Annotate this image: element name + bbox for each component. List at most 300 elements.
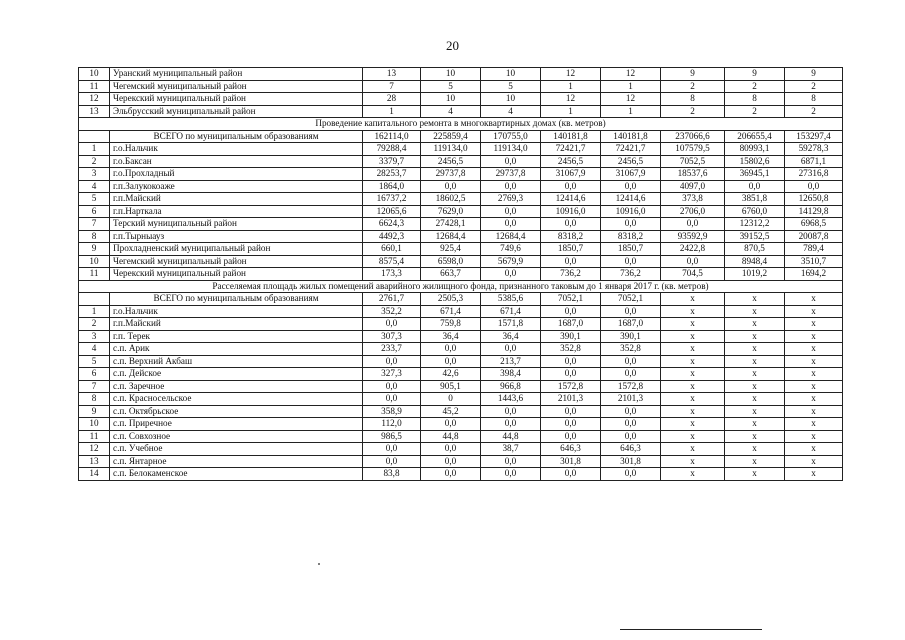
- value-cell: 7: [363, 80, 421, 93]
- value-cell: 79288,4: [363, 143, 421, 156]
- value-cell: х: [661, 330, 725, 343]
- value-cell: 1850,7: [541, 243, 601, 256]
- table-row: [79, 393, 843, 406]
- value-cell: 45,2: [421, 405, 481, 418]
- value-cell: 8: [785, 93, 843, 106]
- value-cell: 2706,0: [661, 205, 725, 218]
- municipality-name: Прохладненский муниципальный район: [110, 243, 363, 256]
- value-cell: 0,0: [481, 418, 541, 431]
- row-number: 8: [79, 230, 110, 243]
- municipality-name: с.п. Совхозное: [110, 430, 363, 443]
- value-cell: х: [725, 368, 785, 381]
- value-cell: 0: [421, 393, 481, 406]
- value-cell: 301,8: [601, 455, 661, 468]
- value-cell: 0,0: [661, 218, 725, 231]
- value-cell: 986,5: [363, 430, 421, 443]
- value-cell: 12684,4: [481, 230, 541, 243]
- value-cell: 925,4: [421, 243, 481, 256]
- value-cell: 2: [785, 105, 843, 118]
- value-cell: 0,0: [601, 430, 661, 443]
- value-cell: 119134,0: [421, 143, 481, 156]
- value-cell: 28: [363, 93, 421, 106]
- value-cell: 327,3: [363, 368, 421, 381]
- value-cell: х: [785, 305, 843, 318]
- row-number: 12: [79, 443, 110, 456]
- value-cell: 646,3: [601, 443, 661, 456]
- municipality-name: с.п. Красносельское: [110, 393, 363, 406]
- municipality-name: г.п.Тырныауз: [110, 230, 363, 243]
- value-cell: 0,0: [363, 393, 421, 406]
- value-cell: 0,0: [601, 405, 661, 418]
- value-cell: х: [785, 355, 843, 368]
- value-cell: 0,0: [363, 380, 421, 393]
- value-cell: 27316,8: [785, 168, 843, 181]
- value-cell: 398,4: [481, 368, 541, 381]
- value-cell: х: [661, 455, 725, 468]
- value-cell: 352,8: [541, 343, 601, 356]
- value-cell: х: [661, 305, 725, 318]
- municipality-name: Чегемский муниципальный район: [110, 80, 363, 93]
- total-label: ВСЕГО по муниципальным образованиям: [110, 130, 363, 143]
- value-cell: х: [725, 380, 785, 393]
- value-cell: 905,1: [421, 380, 481, 393]
- row-number: 6: [79, 205, 110, 218]
- value-cell: х: [785, 430, 843, 443]
- value-cell: 13: [363, 68, 421, 81]
- municipality-name: г.о.Баксан: [110, 155, 363, 168]
- data-table: [78, 67, 843, 481]
- value-cell: 5385,6: [481, 293, 541, 306]
- municipality-name: г.п. Терек: [110, 330, 363, 343]
- row-number: 1: [79, 143, 110, 156]
- value-cell: х: [785, 418, 843, 431]
- value-cell: 0,0: [421, 443, 481, 456]
- value-cell: х: [725, 443, 785, 456]
- value-cell: х: [785, 318, 843, 331]
- value-cell: 789,4: [785, 243, 843, 256]
- value-cell: 12312,2: [725, 218, 785, 231]
- value-cell: 966,8: [481, 380, 541, 393]
- value-cell: 0,0: [601, 418, 661, 431]
- value-cell: х: [725, 393, 785, 406]
- table-row: [79, 405, 843, 418]
- value-cell: 12: [601, 68, 661, 81]
- value-cell: 0,0: [601, 255, 661, 268]
- row-number: 6: [79, 368, 110, 381]
- value-cell: х: [661, 380, 725, 393]
- value-cell: 0,0: [421, 355, 481, 368]
- section-header-row: [79, 280, 843, 293]
- value-cell: 6760,0: [725, 205, 785, 218]
- value-cell: 0,0: [481, 343, 541, 356]
- table-row: [79, 355, 843, 368]
- value-cell: х: [785, 293, 843, 306]
- value-cell: х: [661, 343, 725, 356]
- value-cell: 12650,8: [785, 193, 843, 206]
- value-cell: 237066,6: [661, 130, 725, 143]
- value-cell: 0,0: [541, 218, 601, 231]
- row-number: 10: [79, 68, 110, 81]
- municipality-name: с.п. Учебное: [110, 443, 363, 456]
- value-cell: 233,7: [363, 343, 421, 356]
- table-row: [79, 180, 843, 193]
- row-number: 3: [79, 168, 110, 181]
- table-row: [79, 268, 843, 281]
- value-cell: 4492,3: [363, 230, 421, 243]
- total-row: [79, 130, 843, 143]
- value-cell: 4: [421, 105, 481, 118]
- municipality-name: Терский муниципальный район: [110, 218, 363, 231]
- value-cell: 1687,0: [601, 318, 661, 331]
- value-cell: х: [785, 468, 843, 481]
- value-cell: 0,0: [541, 418, 601, 431]
- table-row: [79, 230, 843, 243]
- value-cell: х: [725, 343, 785, 356]
- value-cell: х: [661, 318, 725, 331]
- value-cell: 671,4: [481, 305, 541, 318]
- value-cell: 12: [541, 68, 601, 81]
- value-cell: 8948,4: [725, 255, 785, 268]
- value-cell: 44,8: [421, 430, 481, 443]
- value-cell: 704,5: [661, 268, 725, 281]
- value-cell: 7629,0: [421, 205, 481, 218]
- value-cell: 0,0: [541, 305, 601, 318]
- value-cell: 1: [601, 80, 661, 93]
- table-row: [79, 380, 843, 393]
- value-cell: х: [785, 380, 843, 393]
- value-cell: 0,0: [661, 255, 725, 268]
- value-cell: 0,0: [601, 368, 661, 381]
- table-row: [79, 305, 843, 318]
- value-cell: 2: [725, 80, 785, 93]
- table-row: [79, 430, 843, 443]
- municipality-name: с.п. Верхний Акбаш: [110, 355, 363, 368]
- value-cell: 162114,0: [363, 130, 421, 143]
- value-cell: 12684,4: [421, 230, 481, 243]
- section-header-row: [79, 118, 843, 131]
- value-cell: 31067,9: [601, 168, 661, 181]
- total-label: ВСЕГО по муниципальным образованиям: [110, 293, 363, 306]
- table-row: [79, 343, 843, 356]
- value-cell: 0,0: [601, 180, 661, 193]
- value-cell: 173,3: [363, 268, 421, 281]
- value-cell: 5: [481, 80, 541, 93]
- value-cell: 2101,3: [601, 393, 661, 406]
- value-cell: х: [785, 393, 843, 406]
- value-cell: 18537,6: [661, 168, 725, 181]
- value-cell: 759,8: [421, 318, 481, 331]
- value-cell: 44,8: [481, 430, 541, 443]
- value-cell: 8575,4: [363, 255, 421, 268]
- row-number: 11: [79, 430, 110, 443]
- table-row: [79, 255, 843, 268]
- row-number: 8: [79, 393, 110, 406]
- table-row: [79, 168, 843, 181]
- table-row: [79, 243, 843, 256]
- value-cell: 107579,5: [661, 143, 725, 156]
- value-cell: х: [725, 318, 785, 331]
- value-cell: 0,0: [541, 255, 601, 268]
- table-row: [79, 330, 843, 343]
- table-row: [79, 80, 843, 93]
- value-cell: х: [725, 355, 785, 368]
- municipality-name: с.п. Дейское: [110, 368, 363, 381]
- table-row: [79, 418, 843, 431]
- table-row: [79, 105, 843, 118]
- value-cell: 4: [481, 105, 541, 118]
- value-cell: х: [661, 368, 725, 381]
- value-cell: 14129,8: [785, 205, 843, 218]
- value-cell: 27428,1: [421, 218, 481, 231]
- value-cell: 8: [725, 93, 785, 106]
- value-cell: 2: [785, 80, 843, 93]
- value-cell: 2456,5: [421, 155, 481, 168]
- row-number: 3: [79, 330, 110, 343]
- value-cell: 0,0: [421, 468, 481, 481]
- value-cell: 6968,5: [785, 218, 843, 231]
- value-cell: 0,0: [481, 455, 541, 468]
- value-cell: 0,0: [541, 180, 601, 193]
- value-cell: 5679,9: [481, 255, 541, 268]
- row-number: 10: [79, 255, 110, 268]
- value-cell: 0,0: [481, 218, 541, 231]
- value-cell: х: [725, 430, 785, 443]
- value-cell: 2: [661, 105, 725, 118]
- value-cell: х: [785, 330, 843, 343]
- municipality-name: г.о.Прохладный: [110, 168, 363, 181]
- row-number: 5: [79, 193, 110, 206]
- table-row: [79, 68, 843, 81]
- section-title: Расселяемая площадь жилых помещений аварийного жилищного фонда, признанного таковым до 1 января 2017 г. (кв. метров): [79, 280, 843, 293]
- table-row: [79, 218, 843, 231]
- row-number: 7: [79, 380, 110, 393]
- value-cell: 0,0: [725, 180, 785, 193]
- value-cell: 28253,7: [363, 168, 421, 181]
- value-cell: х: [661, 430, 725, 443]
- table-row: [79, 468, 843, 481]
- value-cell: 6871,1: [785, 155, 843, 168]
- municipality-name: с.п. Янтарное: [110, 455, 363, 468]
- row-number: 11: [79, 80, 110, 93]
- value-cell: 1572,8: [601, 380, 661, 393]
- value-cell: 140181,8: [541, 130, 601, 143]
- scan-speck: [318, 563, 320, 565]
- value-cell: 39152,5: [725, 230, 785, 243]
- value-cell: х: [725, 330, 785, 343]
- value-cell: 12: [601, 93, 661, 106]
- value-cell: 1: [601, 105, 661, 118]
- value-cell: х: [661, 443, 725, 456]
- value-cell: х: [725, 405, 785, 418]
- value-cell: 2: [661, 80, 725, 93]
- row-number: 4: [79, 180, 110, 193]
- value-cell: 1571,8: [481, 318, 541, 331]
- value-cell: 373,8: [661, 193, 725, 206]
- value-cell: 170755,0: [481, 130, 541, 143]
- value-cell: х: [725, 305, 785, 318]
- value-cell: 1864,0: [363, 180, 421, 193]
- row-number: 14: [79, 468, 110, 481]
- value-cell: 0,0: [481, 180, 541, 193]
- value-cell: х: [785, 455, 843, 468]
- value-cell: 213,7: [481, 355, 541, 368]
- value-cell: 390,1: [541, 330, 601, 343]
- value-cell: 80993,1: [725, 143, 785, 156]
- value-cell: 10916,0: [541, 205, 601, 218]
- row-number: [79, 130, 110, 143]
- value-cell: 206655,4: [725, 130, 785, 143]
- table-row: [79, 93, 843, 106]
- value-cell: 9: [785, 68, 843, 81]
- municipality-name: Эльбрусский муниципальный район: [110, 105, 363, 118]
- value-cell: 10: [481, 68, 541, 81]
- municipality-name: г.п.Залукокоаже: [110, 180, 363, 193]
- value-cell: 15802,6: [725, 155, 785, 168]
- row-number: 11: [79, 268, 110, 281]
- value-cell: 72421,7: [601, 143, 661, 156]
- value-cell: 36,4: [481, 330, 541, 343]
- value-cell: 3510,7: [785, 255, 843, 268]
- municipality-name: Черекский муниципальный район: [110, 268, 363, 281]
- table-row: [79, 318, 843, 331]
- value-cell: 9: [661, 68, 725, 81]
- value-cell: 93592,9: [661, 230, 725, 243]
- value-cell: 18602,5: [421, 193, 481, 206]
- row-number: 13: [79, 455, 110, 468]
- value-cell: 153297,4: [785, 130, 843, 143]
- value-cell: х: [785, 368, 843, 381]
- value-cell: 660,1: [363, 243, 421, 256]
- value-cell: 72421,7: [541, 143, 601, 156]
- value-cell: 6624,3: [363, 218, 421, 231]
- total-row: [79, 293, 843, 306]
- value-cell: 749,6: [481, 243, 541, 256]
- value-cell: 7052,1: [541, 293, 601, 306]
- value-cell: 12: [541, 93, 601, 106]
- value-cell: 352,2: [363, 305, 421, 318]
- value-cell: 390,1: [601, 330, 661, 343]
- value-cell: 0,0: [541, 468, 601, 481]
- row-number: 5: [79, 355, 110, 368]
- value-cell: 0,0: [481, 405, 541, 418]
- value-cell: 140181,8: [601, 130, 661, 143]
- value-cell: 8318,2: [541, 230, 601, 243]
- value-cell: 736,2: [601, 268, 661, 281]
- value-cell: 0,0: [481, 155, 541, 168]
- value-cell: 9: [725, 68, 785, 81]
- value-cell: 3851,8: [725, 193, 785, 206]
- value-cell: 0,0: [601, 355, 661, 368]
- value-cell: х: [725, 455, 785, 468]
- row-number: 13: [79, 105, 110, 118]
- value-cell: 736,2: [541, 268, 601, 281]
- value-cell: 0,0: [601, 305, 661, 318]
- value-cell: 2505,3: [421, 293, 481, 306]
- value-cell: 16737,2: [363, 193, 421, 206]
- value-cell: 358,9: [363, 405, 421, 418]
- value-cell: 0,0: [541, 430, 601, 443]
- value-cell: х: [785, 343, 843, 356]
- value-cell: 0,0: [541, 355, 601, 368]
- value-cell: 0,0: [601, 468, 661, 481]
- value-cell: х: [725, 468, 785, 481]
- row-number: 10: [79, 418, 110, 431]
- value-cell: х: [661, 468, 725, 481]
- value-cell: 4097,0: [661, 180, 725, 193]
- value-cell: 42,6: [421, 368, 481, 381]
- value-cell: 83,8: [363, 468, 421, 481]
- value-cell: 1: [363, 105, 421, 118]
- value-cell: 225859,4: [421, 130, 481, 143]
- value-cell: 5: [421, 80, 481, 93]
- value-cell: 119134,0: [481, 143, 541, 156]
- value-cell: 29737,8: [481, 168, 541, 181]
- value-cell: 12414,6: [541, 193, 601, 206]
- row-number: 7: [79, 218, 110, 231]
- value-cell: 0,0: [541, 368, 601, 381]
- value-cell: 1: [541, 105, 601, 118]
- value-cell: 0,0: [421, 455, 481, 468]
- value-cell: 0,0: [481, 205, 541, 218]
- municipality-name: г.п.Нарткала: [110, 205, 363, 218]
- table-row: [79, 205, 843, 218]
- table-row: [79, 443, 843, 456]
- table-row: [79, 368, 843, 381]
- value-cell: 7052,5: [661, 155, 725, 168]
- value-cell: 1850,7: [601, 243, 661, 256]
- value-cell: 0,0: [421, 180, 481, 193]
- value-cell: 0,0: [421, 343, 481, 356]
- municipality-name: г.о.Нальчик: [110, 143, 363, 156]
- municipality-name: с.п. Арик: [110, 343, 363, 356]
- value-cell: х: [661, 405, 725, 418]
- row-number: [79, 293, 110, 306]
- table-row: [79, 143, 843, 156]
- table-row: [79, 155, 843, 168]
- value-cell: х: [785, 443, 843, 456]
- value-cell: 2769,3: [481, 193, 541, 206]
- value-cell: 671,4: [421, 305, 481, 318]
- value-cell: 36,4: [421, 330, 481, 343]
- row-number: 9: [79, 405, 110, 418]
- value-cell: х: [661, 293, 725, 306]
- table-row: [79, 455, 843, 468]
- row-number: 2: [79, 155, 110, 168]
- value-cell: 0,0: [601, 218, 661, 231]
- municipality-name: г.п.Майский: [110, 193, 363, 206]
- value-cell: 0,0: [363, 455, 421, 468]
- value-cell: 20087,8: [785, 230, 843, 243]
- page-number: 20: [446, 38, 459, 53]
- value-cell: 301,8: [541, 455, 601, 468]
- value-cell: 10: [421, 68, 481, 81]
- value-cell: 8318,2: [601, 230, 661, 243]
- value-cell: х: [661, 418, 725, 431]
- value-cell: 112,0: [363, 418, 421, 431]
- row-number: 2: [79, 318, 110, 331]
- value-cell: 2: [725, 105, 785, 118]
- value-cell: х: [725, 293, 785, 306]
- value-cell: 36945,1: [725, 168, 785, 181]
- value-cell: 2761,7: [363, 293, 421, 306]
- value-cell: 0,0: [363, 355, 421, 368]
- municipality-name: с.п. Приречное: [110, 418, 363, 431]
- value-cell: 870,5: [725, 243, 785, 256]
- table-row: [79, 193, 843, 206]
- municipality-name: Черекский муниципальный район: [110, 93, 363, 106]
- value-cell: 59278,3: [785, 143, 843, 156]
- value-cell: 10: [421, 93, 481, 106]
